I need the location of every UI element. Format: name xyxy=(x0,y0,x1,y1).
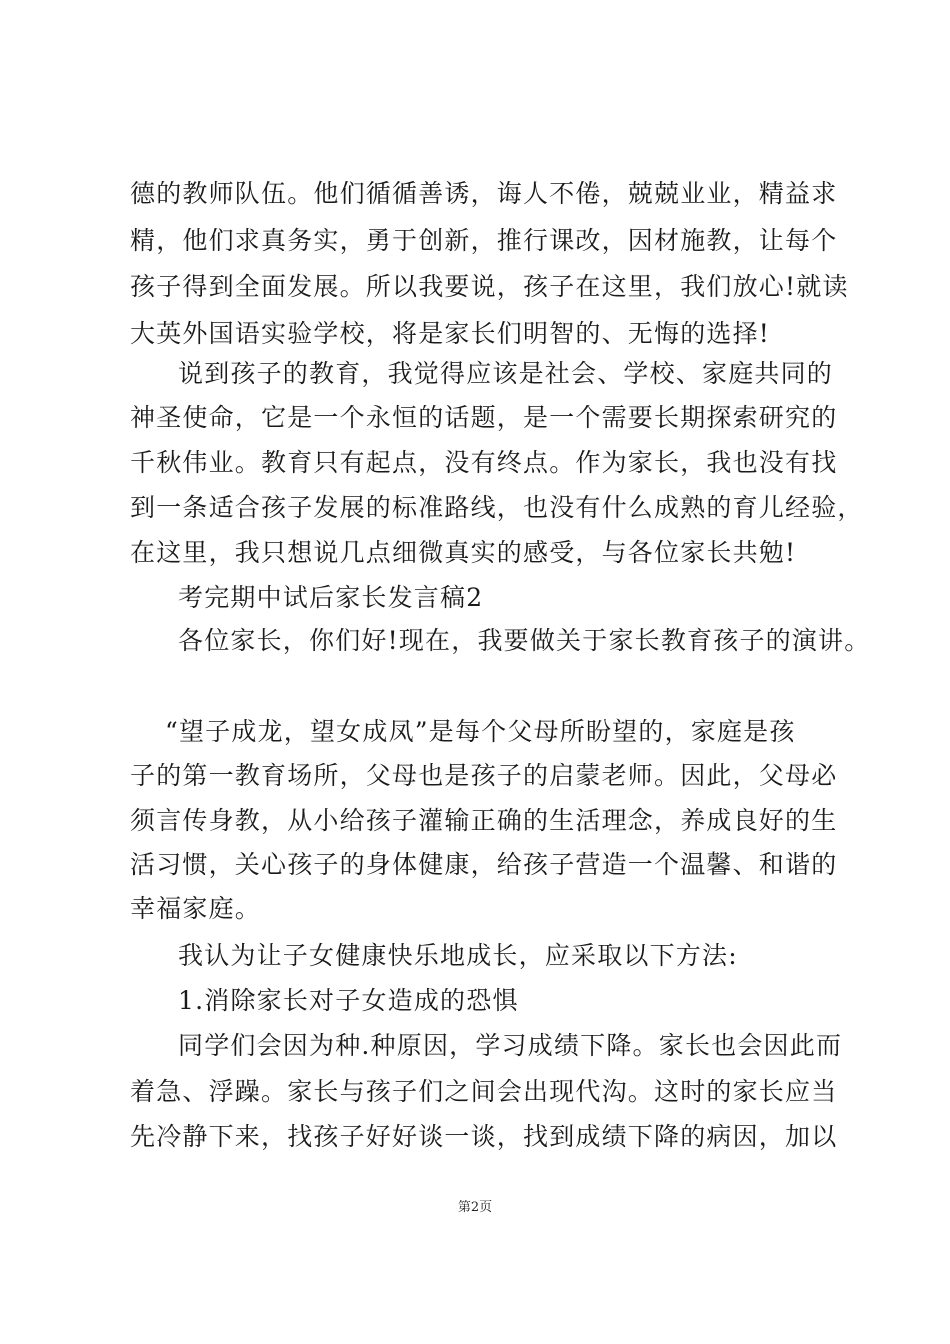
list-item-heading: 1.消除家长对子女造成的恐惧 xyxy=(178,986,519,1015)
text-line: 活习惯，关心孩子的身体健康，给孩子营造一个温馨、和谐的 xyxy=(130,850,838,879)
text-line: 子的第一教育场所，父母也是孩子的启蒙老师。因此，父母必 xyxy=(130,761,838,790)
text-line: “望子成龙，望女成凤”是每个父母所盼望的，家庭是孩 xyxy=(165,717,796,746)
page-number: 第2页 xyxy=(457,1200,493,1215)
text-line: 幸福家庭。 xyxy=(130,894,262,923)
text-line: 同学们会因为种.种原因，学习成绩下降。家长也会因此而 xyxy=(178,1031,843,1060)
text-line: 先冷静下来，找孩子好好谈一谈，找到成绩下降的病因，加以 xyxy=(130,1122,838,1151)
text-line: 各位家长，你们好!现在，我要做关于家长教育孩子的演讲。 xyxy=(178,626,871,655)
text-line: 到一条适合孩子发展的标准路线，也没有什么成熟的育儿经验， xyxy=(130,493,864,522)
text-line: 说到孩子的教育，我觉得应该是社会、学校、家庭共同的 xyxy=(178,359,834,388)
section-heading: 考完期中试后家长发言稿2 xyxy=(178,583,484,612)
text-line: 孩子得到全面发展。所以我要说，孩子在这里，我们放心!就读 xyxy=(130,272,849,301)
text-line: 德的教师队伍。他们循循善诱，诲人不倦，兢兢业业，精益求 xyxy=(130,179,838,208)
text-line: 大英外国语实验学校，将是家长们明智的、无悔的选择! xyxy=(130,319,771,348)
text-line: 我认为让子女健康快乐地成长，应采取以下方法: xyxy=(178,941,738,970)
text-line: 须言传身教，从小给孩子灌输正确的生活理念，养成良好的生 xyxy=(130,806,838,835)
text-line: 神圣使命，它是一个永恒的话题，是一个需要长期探索研究的 xyxy=(130,403,838,432)
text-line: 在这里，我只想说几点细微真实的感受，与各位家长共勉! xyxy=(130,538,797,567)
text-line: 着急、浮躁。家长与孩子们之间会出现代沟。这时的家长应当 xyxy=(130,1077,838,1106)
text-line: 精，他们求真务实，勇于创新，推行课改，因材施教，让每个 xyxy=(130,226,838,255)
text-line: 千秋伟业。教育只有起点，没有终点。作为家长，我也没有找 xyxy=(130,448,838,477)
